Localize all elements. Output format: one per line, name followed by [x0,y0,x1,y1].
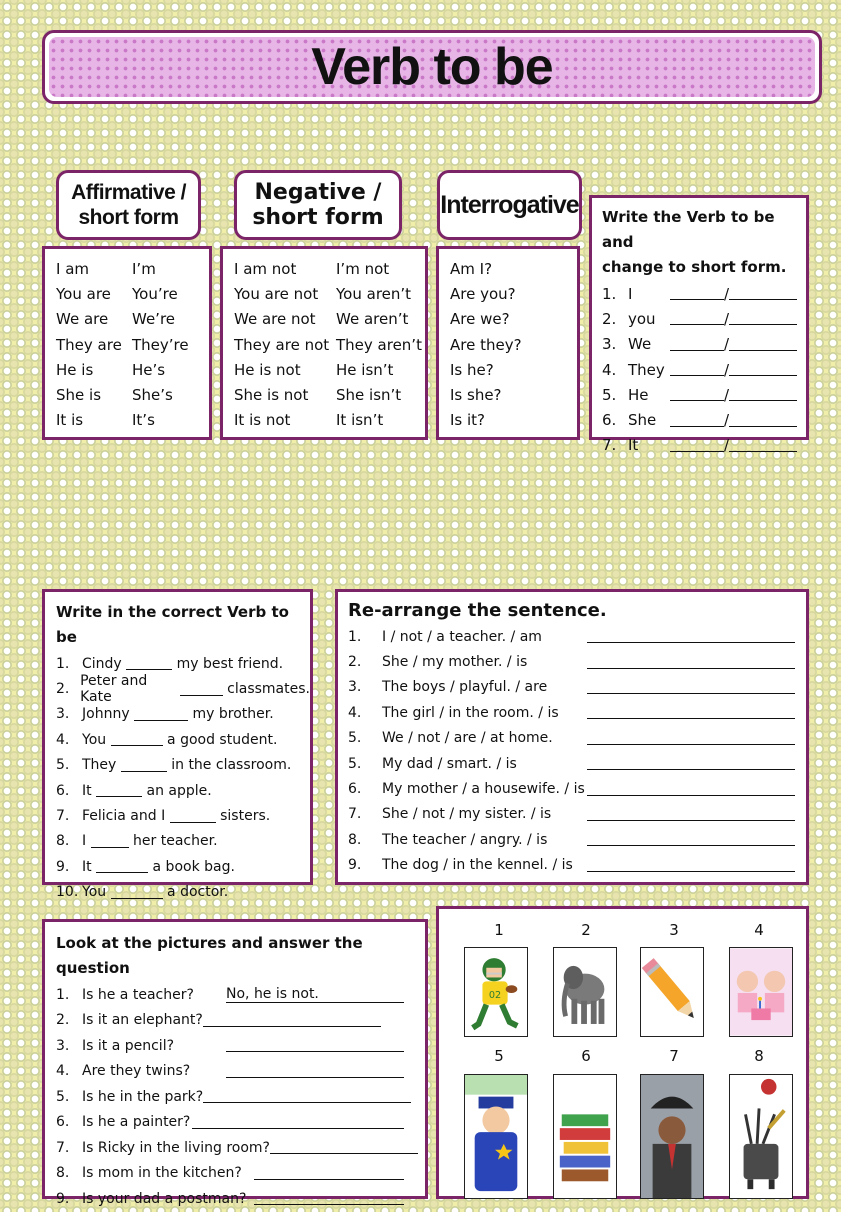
answer-blank[interactable] [670,338,724,351]
answer-blank[interactable] [587,808,795,821]
scrambled-sentence: She / my mother. / is [382,654,528,671]
answer-blank[interactable] [180,683,223,696]
short-form: They aren’t [336,335,422,354]
sentence-end: my brother. [192,706,274,723]
table-row: Am I? [450,259,493,278]
answer-blank[interactable] [729,388,797,401]
answer-blank[interactable] [587,757,795,770]
list-item [56,829,310,854]
list-item [348,751,806,776]
answer-blank[interactable] [729,312,797,325]
item-pronoun: It [628,436,639,455]
item-number: 5. [348,755,362,772]
item-number: 2. [602,309,617,328]
table-row [234,408,425,433]
table-row [56,357,209,382]
books-icon [553,1074,617,1199]
answer-blank[interactable] [254,1167,404,1180]
picture-questions-exercise [42,919,428,1207]
list-item [56,1186,425,1212]
separator: / [724,411,730,430]
sentence-start: They [82,757,117,774]
item-number: 6. [602,411,617,430]
title-pattern [49,37,815,97]
answer-blank[interactable] [729,287,797,300]
scrambled-sentence: We / not / are / at home. [382,730,553,747]
answer-blank[interactable] [670,312,724,325]
short-form: He isn’t [336,360,394,379]
list-item [56,1161,425,1187]
item-number: 7. [348,806,362,823]
negative-table [220,246,428,440]
scrambled-sentence: I / not / a teacher. / am [382,628,542,645]
picture-number: 1 [494,921,504,939]
picture-number: 2 [581,921,591,939]
full-form: You are not [234,284,319,303]
question-text: Is your dad a postman? [82,1190,247,1207]
list-item [602,281,806,306]
table-row [234,357,425,382]
list-item [348,700,806,725]
sentence-end: my best friend. [176,655,284,672]
item-number: 4. [56,731,70,748]
sentence-start: I [82,833,87,850]
table-row [56,256,209,281]
answer-blank[interactable] [587,732,795,745]
table-row: Are you? [450,284,516,303]
list-item [56,803,310,828]
question-text: Is Ricky in the living room? [82,1139,270,1156]
item-number: 10. [56,884,79,901]
list-item [602,357,806,382]
write-correct-exercise [42,589,313,901]
list-item [56,673,310,706]
sentence-end: in the classroom. [171,757,292,774]
table-row [56,281,209,306]
list-item [348,675,806,700]
full-form: They are not [234,335,330,354]
negative-label [234,170,402,240]
separator: / [724,309,730,328]
table-row: Are we? [450,310,510,329]
answer-blank[interactable] [587,656,795,669]
answer-blank[interactable] [126,657,172,670]
answer-blank[interactable] [203,1014,381,1027]
man-umbrella-icon [640,1074,704,1199]
answer-blank[interactable] [96,784,142,797]
list-item [602,407,806,432]
item-pronoun: We [628,335,652,354]
item-number: 9. [56,1190,70,1207]
full-form: It is [56,411,84,430]
short-form: It’s [132,411,155,430]
sentence-start: It [82,858,92,875]
list-item [56,1135,425,1161]
answer-blank[interactable] [121,759,167,772]
table-row: Is he? [450,360,494,379]
short-form: We aren’t [336,310,409,329]
short-form: We’re [132,310,176,329]
picture-number: 7 [669,1047,679,1065]
scrambled-sentence: The teacher / angry. / is [382,831,548,848]
sentence-start: Johnny [82,706,130,723]
sentence-start: Peter and Kate [80,673,148,706]
picture-number: 5 [494,1047,504,1065]
list-item [56,982,425,1008]
list-item [56,854,310,879]
answer-blank[interactable] [587,681,795,694]
item-number: 5. [56,757,70,774]
picture-number: 3 [669,921,679,939]
answer-blank[interactable] [670,363,724,376]
question-text: Is it a pencil? [82,1037,175,1054]
list-item [348,649,806,674]
exercise-title-line2: change to short form. [602,258,787,276]
item-number: 4. [602,360,617,379]
question-text: Are they twins? [82,1063,191,1080]
list-item [56,1084,425,1110]
page-title: Verb to be [311,38,553,96]
question-text: Is it an elephant? [82,1012,203,1029]
full-form: We are not [234,310,316,329]
short-form: It isn’t [336,411,384,430]
short-form: You’re [132,284,178,303]
elephant-icon [553,947,617,1037]
affirmative-label-line1: Affirmative / [71,181,186,204]
answer-blank[interactable] [111,886,163,899]
list-item [602,433,806,458]
policeman-icon [464,1074,528,1199]
table-row: Is she? [450,386,502,405]
question-text: Is he in the park? [82,1088,204,1105]
list-item [56,880,310,905]
answer-blank[interactable] [729,363,797,376]
answer-blank[interactable] [270,1141,418,1154]
picture-number: 6 [581,1047,591,1065]
example-answer: No, he is not. [226,986,319,1003]
list-item [56,778,310,803]
negative-label-line1: Negative / [254,180,382,205]
exercise-title: Write in the correct Verb to be [56,603,289,646]
table-row [56,408,209,433]
sentence-end: sisters. [220,808,271,825]
answer-blank[interactable] [670,439,724,452]
sentence-end: an apple. [146,782,212,799]
exercise-title: Look at the pictures and answer the question [56,934,363,977]
separator: / [724,284,730,303]
full-form: You are [56,284,111,303]
answer-blank[interactable] [203,1090,411,1103]
item-number: 5. [348,730,362,747]
affirmative-label-line2: short form [78,206,179,229]
separator: / [724,335,730,354]
separator: / [724,385,730,404]
item-number: 9. [348,857,362,874]
scrambled-sentence: The girl / in the room. / is [382,704,559,721]
separator: / [724,436,730,455]
list-item [56,1110,425,1136]
affirmative-label [56,170,201,240]
item-number: 2. [56,681,70,698]
interrogative-label [437,170,582,240]
question-text: Is mom in the kitchen? [82,1165,242,1182]
sentence-start: You [82,731,107,748]
item-number: 3. [348,679,362,696]
answer-blank[interactable] [670,388,724,401]
list-item [348,776,806,801]
table-row [234,256,425,281]
answer-blank[interactable] [729,414,797,427]
table-row [234,281,425,306]
item-number: 6. [56,782,70,799]
list-item [56,1059,425,1085]
answer-blank[interactable] [170,810,216,823]
full-form: She is [56,386,102,405]
table-row [56,382,209,407]
svg-text:02: 02 [488,989,502,1001]
table-row: Are they? [450,335,522,354]
item-number: 1. [602,284,617,303]
affirmative-table [42,246,212,440]
short-form: She’s [132,386,173,405]
list-item [348,853,806,878]
table-row [234,332,425,357]
full-form: I am [56,259,89,278]
table-row [234,307,425,332]
list-item [56,1008,425,1034]
short-form: They’re [132,335,189,354]
item-number: 3. [56,706,70,723]
table-row [56,332,209,357]
full-form: She is not [234,386,309,405]
negative-label-line2: short form [252,205,384,230]
short-form: You aren’t [336,284,412,303]
answer-blank[interactable] [670,287,724,300]
full-form: We are [56,310,109,329]
item-pronoun: They [628,360,665,379]
item-number: 8. [348,831,362,848]
short-form: I’m [132,259,156,278]
scrambled-sentence: My mother / a housewife. / is [382,781,585,798]
pencil-icon [640,947,704,1037]
answer-blank[interactable] [254,1192,404,1205]
item-pronoun: I [628,284,633,303]
list-item [348,726,806,751]
list-item [348,802,806,827]
list-item [602,332,806,357]
sentence-start: You [82,884,107,901]
item-number: 4. [56,1063,70,1080]
full-form: He is [56,360,94,379]
rearrange-exercise [335,589,809,885]
sentence-end: a book bag. [152,858,235,875]
item-number: 9. [56,858,70,875]
answer-blank[interactable] [729,439,797,452]
short-form: I’m not [336,259,390,278]
item-pronoun: She [628,411,657,430]
answer-blank[interactable] [587,706,795,719]
full-form: It is not [234,411,291,430]
item-pronoun: you [628,309,656,328]
item-number: 8. [56,833,70,850]
answer-blank[interactable] [226,1039,404,1052]
answer-blank[interactable] [729,338,797,351]
item-number: 5. [602,385,617,404]
item-number: 2. [348,654,362,671]
picture-number: 4 [754,921,764,939]
list-item [348,624,806,649]
scrambled-sentence: The dog / in the kennel. / is [382,857,573,874]
scrambled-sentence: The boys / playful. / are [382,679,548,696]
exercise-title: Write the Verb to be and [602,208,775,251]
pictures-panel [436,906,809,1199]
full-form: He is not [234,360,301,379]
item-number: 7. [602,436,617,455]
list-item [56,1033,425,1059]
item-number: 2. [56,1012,70,1029]
list-item [56,727,310,752]
sentence-end: a doctor. [167,884,229,901]
scrambled-sentence: She / not / my sister. / is [382,806,552,823]
answer-blank[interactable] [587,833,795,846]
item-number: 1. [348,628,362,645]
list-item [602,382,806,407]
sentence-start: Cindy [82,655,122,672]
short-form-exercise [589,195,809,455]
interrogative-label-text: Interrogative [440,190,579,219]
item-number: 8. [56,1165,70,1182]
answer-blank[interactable] [587,859,795,872]
list-item [348,827,806,852]
item-number: 3. [56,1037,70,1054]
full-form: They are [56,335,122,354]
item-pronoun: He [628,385,649,404]
item-number: 4. [348,704,362,721]
plant-pot-icon [729,1074,793,1199]
answer-blank[interactable] [226,1065,404,1078]
item-number: 5. [56,1088,70,1105]
question-text: Is he a painter? [82,1114,191,1131]
table-row [234,382,425,407]
full-form: I am not [234,259,297,278]
question-text: Is he a teacher? [82,986,194,1003]
answer-blank[interactable] [192,1116,404,1129]
twins-birthday-icon [729,947,793,1037]
item-number: 6. [56,1114,70,1131]
answer-blank[interactable] [226,986,404,1003]
item-number: 6. [348,781,362,798]
list-item [56,753,310,778]
sentence-start: It [82,782,92,799]
item-number: 1. [56,986,70,1003]
table-row [56,307,209,332]
sentence-start: Felicia and I [82,808,166,825]
item-number: 1. [56,655,70,672]
short-form: She isn’t [336,386,402,405]
answer-blank[interactable] [96,860,148,873]
title-banner [42,30,822,104]
list-item [602,306,806,331]
answer-blank[interactable] [111,733,163,746]
exercise-title: Re-arrange the sentence. [348,600,607,621]
football-player-icon [464,947,528,1037]
picture-number: 8 [754,1047,764,1065]
item-number: 3. [602,335,617,354]
scrambled-sentence: My dad / smart. / is [382,755,517,772]
list-item [56,702,310,727]
item-number: 7. [56,1139,70,1156]
sentence-end: her teacher. [133,833,218,850]
sentence-end: a good student. [167,731,278,748]
answer-blank[interactable] [587,783,795,796]
sentence-end: classmates. [227,681,310,698]
item-number: 7. [56,808,70,825]
table-row: Is it? [450,411,486,430]
separator: / [724,360,730,379]
answer-blank[interactable] [91,835,129,848]
answer-blank[interactable] [670,414,724,427]
short-form: He’s [132,360,166,379]
answer-blank[interactable] [587,630,795,643]
answer-blank[interactable] [134,708,188,721]
interrogative-table [436,246,580,440]
